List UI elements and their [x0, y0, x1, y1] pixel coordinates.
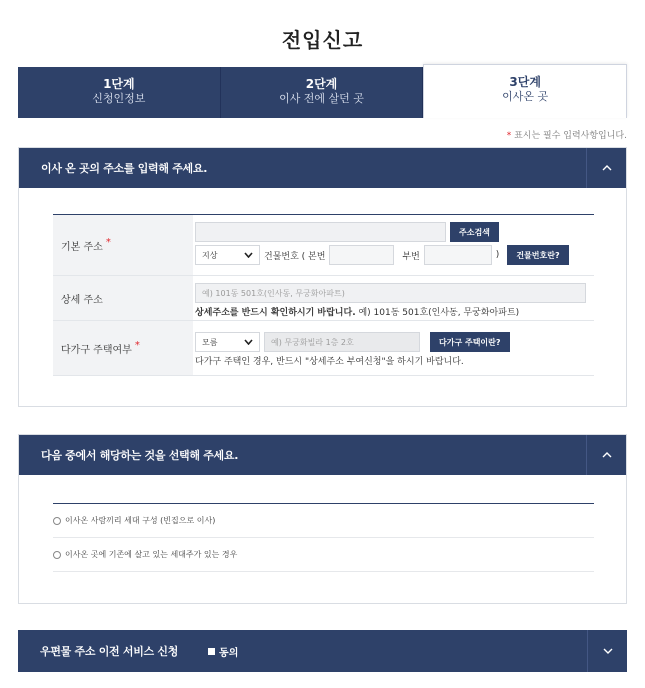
choice-panel: [18, 434, 627, 604]
building-number-help-button[interactable]: 건물번호란?: [507, 245, 568, 265]
ground-select[interactable]: 지상: [195, 245, 260, 265]
chevron-down-icon: [603, 648, 613, 654]
step-3-label: 이사온 곳: [502, 90, 549, 103]
chevron-up-icon: [602, 452, 612, 458]
address-panel-header: [19, 148, 626, 188]
sub-number-input[interactable]: [424, 245, 492, 265]
address-panel-title: 이사 온 곳의 주소를 입력해 주세요.: [41, 162, 208, 175]
page-title: 전입신고: [281, 28, 364, 52]
address-input[interactable]: [195, 222, 446, 242]
collapse-button[interactable]: [586, 435, 626, 475]
radio-icon[interactable]: [53, 551, 61, 559]
multi-house-row: [53, 321, 594, 376]
multi-house-input[interactable]: 예) 무궁화빌라 1층 2호: [264, 332, 420, 352]
expand-button[interactable]: [587, 630, 627, 672]
detail-address-help: 상세주소를 반드시 확인하시기 바랍니다. 예) 101동 501호(인사동, 무궁화아파트): [195, 308, 520, 318]
multi-house-label: 다가구 주택여부 *: [53, 321, 193, 375]
radio-icon[interactable]: [53, 517, 61, 525]
address-search-button[interactable]: 주소검색: [450, 222, 499, 242]
detail-address-cell: [193, 276, 594, 320]
collapse-button[interactable]: [586, 148, 626, 188]
step-1-label: 신청인정보: [92, 92, 146, 105]
consent-checkbox[interactable]: 동의: [208, 644, 238, 659]
chevron-up-icon: [602, 165, 612, 171]
step-tabs: [18, 67, 627, 118]
basic-address-row: [53, 215, 594, 276]
sub-number-label: 부번: [402, 251, 420, 262]
choice-panel-title: 다음 중에서 해당하는 것을 선택해 주세요.: [41, 449, 239, 462]
step-1-number: 1단계: [103, 77, 135, 91]
chevron-down-icon: [244, 252, 253, 258]
option-new-household[interactable]: 이사온 사람끼리 세대 구성 (빈집으로 이사): [53, 504, 594, 538]
choice-panel-header: [19, 435, 626, 475]
multi-house-select[interactable]: 모름: [195, 332, 260, 352]
address-form: [53, 214, 594, 376]
mail-panel-header: [18, 630, 627, 672]
step-2[interactable]: [221, 67, 424, 118]
required-mark: *: [134, 339, 140, 351]
checkbox-icon: [208, 648, 215, 655]
detail-address-row: [53, 276, 594, 321]
step-3[interactable]: [423, 64, 627, 118]
multi-house-help: 다가구 주택인 경우, 반드시 "상세주소 부여신청"을 하시기 바랍니다.: [195, 357, 464, 367]
household-options: [53, 503, 594, 572]
step-1[interactable]: [18, 67, 221, 118]
detail-address-input[interactable]: 예) 101동 501호(인사동, 무궁화아파트): [195, 283, 586, 303]
basic-address-label: 기본 주소 *: [53, 215, 193, 275]
step-2-number: 2단계: [305, 77, 338, 91]
required-note: [507, 128, 627, 141]
step-3-number: 3단계: [509, 75, 541, 89]
required-mark: *: [506, 131, 512, 141]
required-note-text: 표시는 필수 입력사항입니다.: [514, 131, 627, 141]
detail-address-label: 상세 주소: [53, 276, 193, 320]
option-existing-householder[interactable]: 이사온 곳에 기존에 살고 있는 세대주가 있는 경우: [53, 538, 594, 572]
main-number-input[interactable]: [329, 245, 394, 265]
multi-house-cell: [193, 321, 594, 375]
required-mark: *: [105, 236, 111, 248]
close-paren: ): [495, 250, 500, 260]
address-panel: [18, 147, 627, 407]
step-2-label: 이사 전에 살던 곳: [279, 92, 364, 105]
chevron-down-icon: [244, 339, 253, 345]
mail-panel: [18, 630, 627, 672]
mail-panel-title: 우편물 주소 이전 서비스 신청: [40, 645, 179, 658]
building-number-label: 건물번호 ( 본번: [264, 251, 326, 262]
multi-house-help-button[interactable]: 다가구 주택이란?: [430, 332, 510, 352]
basic-address-cell: [193, 215, 594, 275]
